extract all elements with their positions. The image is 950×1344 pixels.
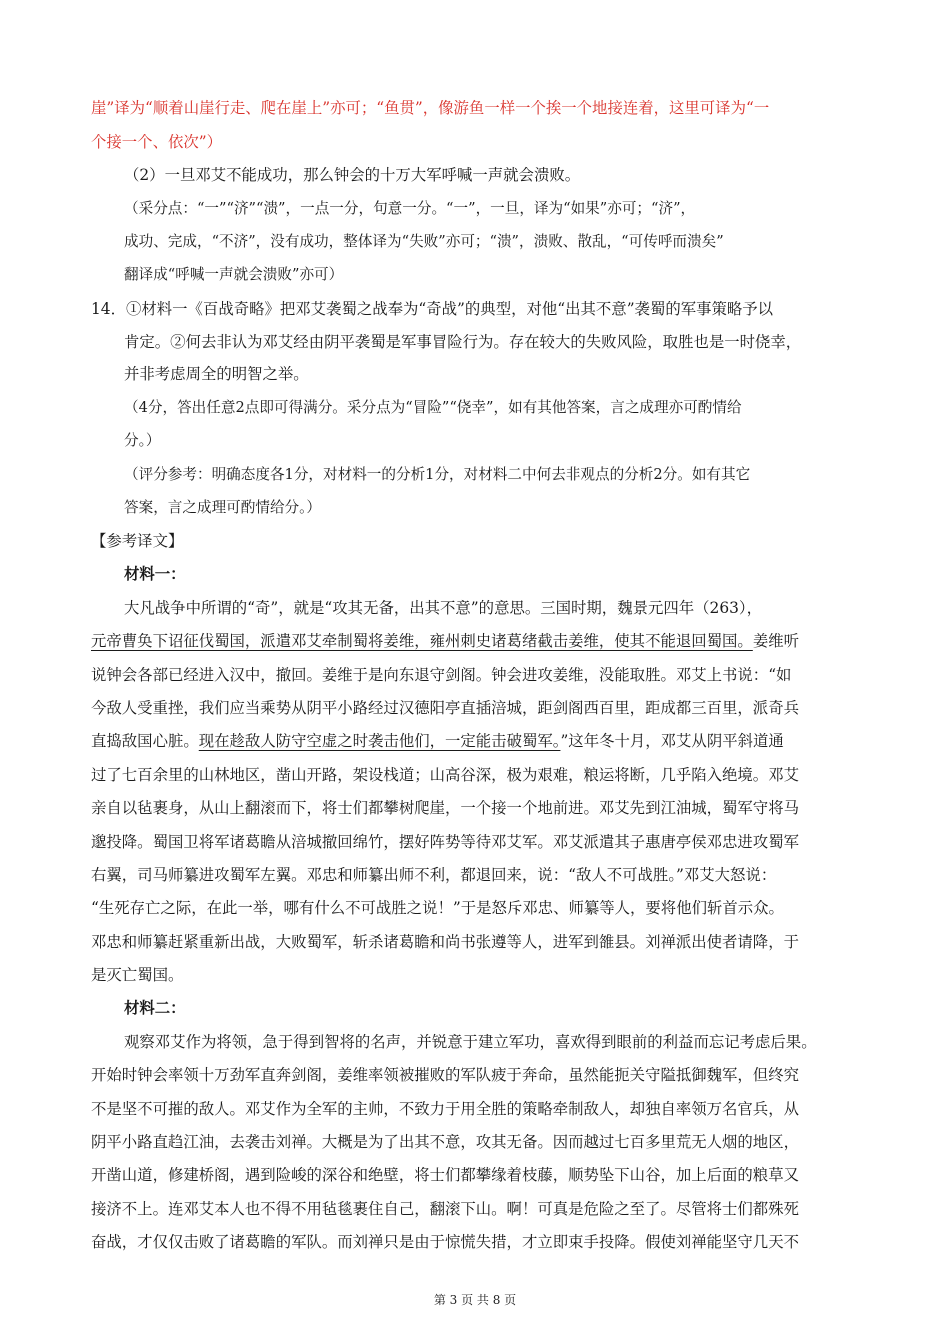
material1-line-8: 邈投降。蜀国卫将军诸葛瞻从涪城撤回绵竹，摆好阵势等待邓艾军。邓艾派遣其子惠唐亭侯邓忠进攻蜀军 [91, 833, 799, 851]
material2-line-3: 不是坚不可摧的敌人。邓艾作为全军的主帅，不致力于用全胜的策略牵制敌人，却独自率领万名官兵，从 [91, 1100, 799, 1118]
material1-line-12: 是灭亡蜀国。 [91, 966, 184, 984]
material2-line-2: 开始时钟会率领十万劲军直奔剑阁，姜维率领被摧败的军队疲于奔命，虽然能扼关守隘抵御魏军，但终究 [91, 1066, 799, 1084]
line-2-rest: 姜维听 [752, 632, 799, 650]
underlined-phrase: 元帝曹奂下诏征伐蜀国，派遣邓艾牵制蜀将姜维，雍州刺史诸葛绪截击姜维，使其不能退回蜀国。 [91, 632, 753, 650]
material1-line-2 [91, 631, 799, 651]
line-5-rest: ”这年冬十月，邓艾从阴平斜道通 [560, 732, 784, 750]
material1-line-6: 过了七百余里的山林地区，凿山开路，架设栈道；山高谷深，极为艰难，粮运将断，几乎陷入绝境。邓艾 [91, 766, 799, 784]
q14-score-line-1: （4分，答出任意2点即可得满分。采分点为“冒险”“侥幸”，如有其他答案，言之成理亦可酌情给 [124, 399, 742, 416]
red-note-line-2: 个接一个、依次”） [91, 133, 222, 151]
material1-line-9: 右翼，司马师纂进攻蜀军左翼。邓忠和师纂出师不利，都退回来，说：“敌人不可战胜。”邓艾大怒说： [91, 866, 777, 884]
q13-2-note-line-2: 成功、完成，“不济”，没有成功，整体译为“失败”亦可；“溃”，溃败、散乱，“可传呼而溃矣” [124, 233, 724, 250]
material2-line-4: 阴平小路直趋江油，去袭击刘禅。大概是为了出其不意，攻其无备。因而越过七百多里荒无人烟的地区， [91, 1133, 799, 1151]
q14-ref-line-2: 答案，言之成理可酌情给分。） [124, 499, 322, 516]
q14-answer-line-1: 14．①材料一《百战奇略》把邓艾袭蜀之战奉为“奇战”的典型，对他“出其不意”袭蜀的军事策略予以 [91, 300, 774, 318]
line-5-plain: 直捣敌国心脏。 [91, 732, 199, 750]
material1-title: 材料一： [124, 565, 186, 583]
material2-line-7: 奋战，才仅仅击败了诸葛瞻的军队。而刘禅只是由于惊慌失措，才立即束手投降。假使刘禅能坚守几天不 [91, 1233, 799, 1251]
q13-2-translation: （2）一旦邓艾不能成功，那么钟会的十万大军呼喊一声就会溃败。 [124, 166, 581, 184]
q13-2-note-line-3: 翻译成“呼喊一声就会溃败”亦可） [124, 266, 344, 283]
material2-line-1: 观察邓艾作为将领，急于得到智将的名声，并锐意于建立军功，喜欢得到眼前的利益而忘记考虑后果。 [124, 1033, 817, 1051]
material1-line-5 [91, 731, 784, 751]
page-footer: 第 3 页 共 8 页 [433, 1293, 517, 1307]
q14-score-line-2: 分。） [124, 432, 161, 449]
q14-answer-line-3: 并非考虑周全的明智之举。 [124, 365, 309, 383]
material1-line-10: “生死存亡之际，在此一举，哪有什么不可战胜之说！”于是怒斥邓忠、师纂等人，要将他们斩首示众。 [91, 899, 784, 917]
red-note-line-1: 崖”译为“顺着山崖行走、爬在崖上”亦可；“鱼贯”，像游鱼一样一个挨一个地接连着，这里可译为“一 [91, 99, 770, 117]
material1-line-7: 亲自以毡裹身，从山上翻滚而下，将士们都攀树爬崖，一个接一个地前进。邓艾先到江油城，蜀军守将马 [91, 799, 799, 817]
material2-title: 材料二： [124, 999, 186, 1017]
section-heading: 【参考译文】 [91, 532, 184, 550]
material1-line-1: 大凡战争中所谓的“奇”，就是“攻其无备，出其不意”的意思。三国时期，魏景元四年（263）， [124, 599, 762, 617]
q14-ref-line-1: （评分参考：明确态度各1分，对材料一的分析1分，对材料二中何去非观点的分析2分。如有其它 [124, 466, 751, 483]
underlined-phrase: 现在趁敌人防守空虚之时袭击他们，一定能击破蜀军。 [198, 732, 561, 750]
material1-line-11: 邓忠和师纂赶紧重新出战，大败蜀军，斩杀诸葛瞻和尚书张遵等人，进军到雒县。刘禅派出使者请降，于 [91, 933, 799, 951]
material2-line-6: 接济不上。连邓艾本人也不得不用毡毯裹住自己，翻滚下山。啊！可真是危险之至了。尽管将士们都殊死 [91, 1200, 799, 1218]
material1-line-4: 今敌人受重挫，我们应当乘势从阴平小路经过汉德阳亭直插涪城，距剑阁西百里，距成都三百里，派奇兵 [91, 699, 799, 717]
material1-line-3: 说钟会各部已经进入汉中，撤回。姜维于是向东退守剑阁。钟会进攻姜维，没能取胜。邓艾上书说：“如 [91, 666, 792, 684]
q14-answer-line-2: 肯定。②何去非认为邓艾经由阴平袭蜀是军事冒险行为。存在较大的失败风险，取胜也是一时侥幸， [124, 333, 802, 351]
material2-line-5: 开凿山道，修建桥阁，遇到险峻的深谷和绝壁，将士们都攀缘着枝藤，顺势坠下山谷，加上后面的粮草又 [91, 1166, 799, 1184]
q13-2-note-line-1: （采分点：“一”“济”“溃”，一点一分，句意一分。“一”，一旦，译为“如果”亦可；“济”， [124, 200, 696, 217]
